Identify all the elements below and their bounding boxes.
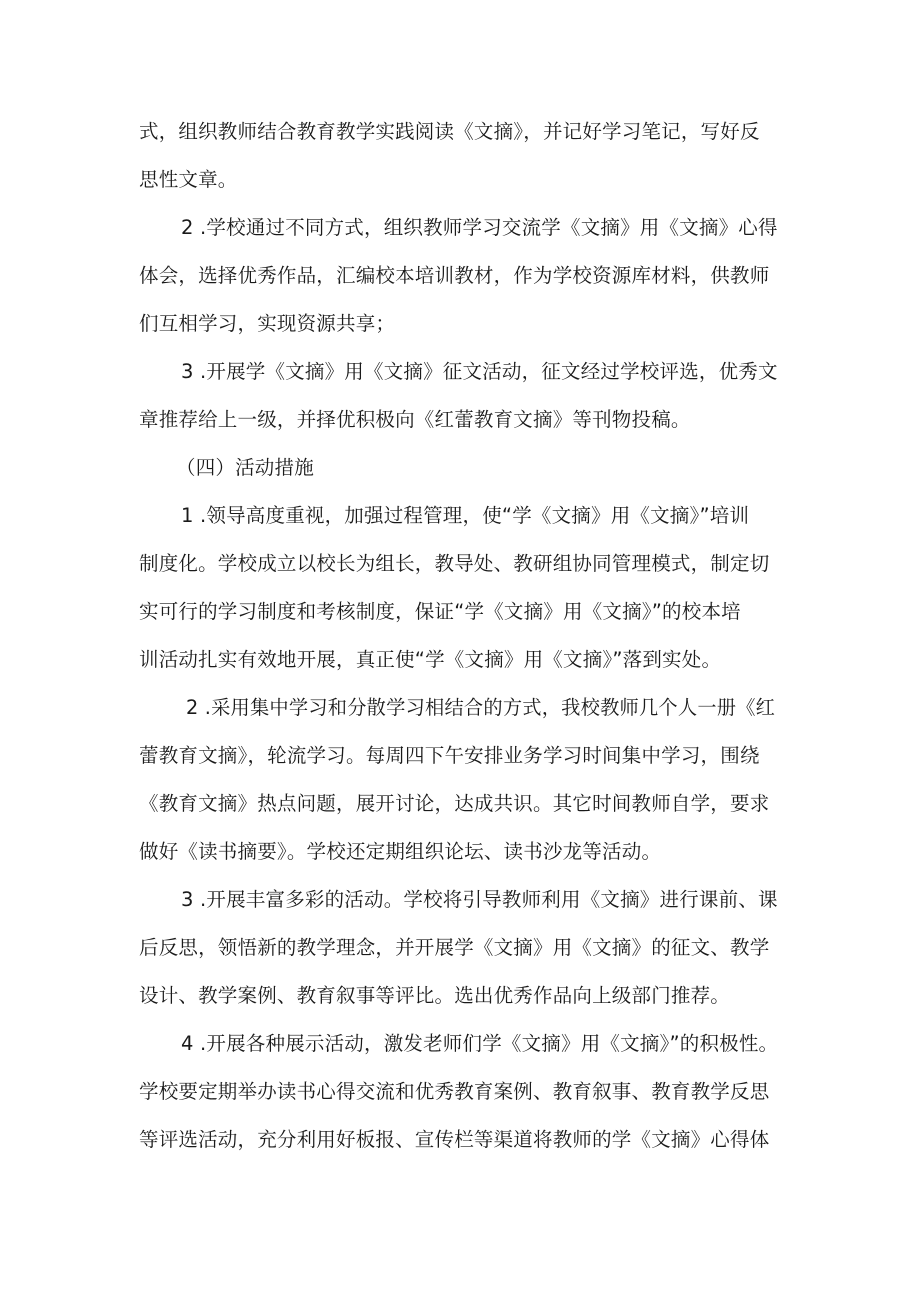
- text-line: 思性文章。: [139, 168, 238, 191]
- text-line: 等评选活动，充分利用好板报、宣传栏等渠道将教师的学《文摘》心得体: [139, 1128, 770, 1151]
- text-line: 4 .开展各种展示活动，激发老师们学《文摘》用《文摘》”的积极性。: [181, 1032, 779, 1055]
- text-line: 后反思，领悟新的教学理念，并开展学《文摘》用《文摘》的征文、教学: [139, 936, 770, 959]
- text-line: 章推荐给上一级，并择优积极向《红蕾教育文摘》等刊物投稿。: [139, 408, 691, 431]
- text-line: 《教育文摘》热点问题，展开讨论，达成共识。其它时间教师自学，要求: [139, 792, 770, 815]
- text-line: 训活动扎实有效地开展，真正使“学《文摘》用《文摘》”落到实处。: [139, 648, 722, 671]
- text-line: 3 .开展学《文摘》用《文摘》征文活动，征文经过学校评选，优秀文: [181, 360, 778, 383]
- text-line: 3 .开展丰富多彩的活动。学校将引导教师利用《文摘》进行课前、课: [181, 888, 778, 911]
- section-heading: （四）活动措施: [176, 456, 314, 479]
- text-line: 蕾教育文摘》，轮流学习。每周四下午安排业务学习时间集中学习，围绕: [139, 744, 760, 767]
- text-line: 体会，选择优秀作品，汇编校本培训教材，作为学校资源库材料，供教师: [139, 264, 770, 287]
- text-line: 2 .采用集中学习和分散学习相结合的方式，我校教师几个人一册《红: [186, 696, 776, 719]
- text-line: 式，组织教师结合教育教学实践阅读《文摘》，并记好学习笔记，写好反: [139, 120, 760, 143]
- text-line: 做好《读书摘要》。学校还定期组织论坛、读书沙龙等活动。: [139, 840, 662, 863]
- text-line: 1 .领导高度重视，加强过程管理，使“学《文摘》用《文摘》”培训: [181, 504, 750, 527]
- text-line: 实可行的学习制度和考核制度，保证“学《文摘》用《文摘》”的校本培: [139, 600, 741, 623]
- text-line: 学校要定期举办读书心得交流和优秀教育案例、教育叙事、教育教学反思: [139, 1080, 770, 1103]
- text-line: 设计、教学案例、教育叙事等评比。选出优秀作品向上级部门推荐。: [139, 984, 731, 1007]
- text-line: 制度化。学校成立以校长为组长，教导处、教研组协同管理模式，制定切: [139, 552, 770, 575]
- text-line: 2 .学校通过不同方式，组织教师学习交流学《文摘》用《文摘》心得: [181, 216, 778, 239]
- text-line: 们互相学习，实现资源共享；: [139, 312, 396, 335]
